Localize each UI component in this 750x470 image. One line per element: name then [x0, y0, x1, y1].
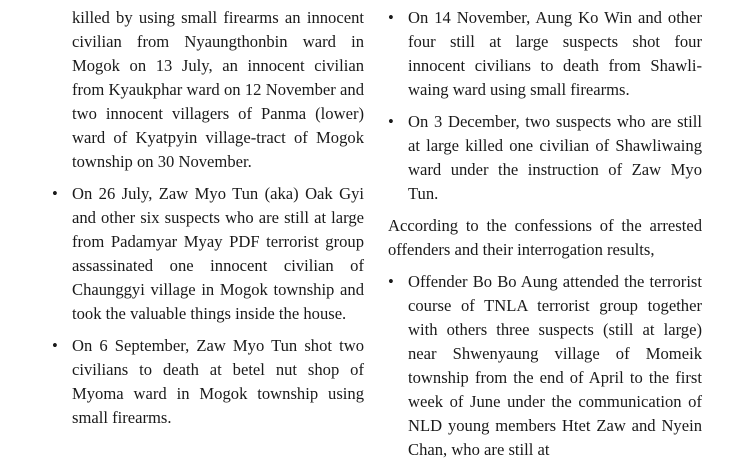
- list-item: [52, 6, 364, 174]
- bullet-icon: •: [52, 184, 58, 203]
- continued-item-text: killed by using small firearms an innocent civilian from Nyaungthonbin ward in Mogok on 13 July, an innocent civilian from Kyaukphar ward on 12 November and two innocent villagers of Panma (lower) ward of Kyatpyin village-tract of Mogok township on 30 November.: [72, 8, 364, 171]
- list-item-text: On 14 November, Aung Ko Win and other four still at large suspects shot four innocent civilians to death from Shawliwaing ward using small firearms.: [408, 8, 702, 99]
- right-bullet-list-top: [388, 6, 702, 206]
- list-item: [52, 182, 364, 326]
- bullet-icon: •: [52, 336, 58, 355]
- list-item: [388, 270, 702, 462]
- bullet-icon: •: [388, 8, 394, 27]
- list-item-text: On 3 December, two suspects who are still at large killed one civilian of Shawliwaing ward under the instruction of Zaw Myo Tun.: [408, 112, 702, 203]
- left-column: [52, 6, 364, 438]
- bullet-icon: •: [388, 272, 394, 291]
- list-item-text: On 26 July, Zaw Myo Tun (aka) Oak Gyi and other six suspects who are still at large from Padamyar Myay PDF terrorist group assassinated one innocent civilian of Chaunggyi village in Mogok township and took the valuable things inside the house.: [72, 184, 364, 323]
- list-item: [388, 6, 702, 102]
- left-bullet-list: [52, 6, 364, 430]
- list-item: [52, 334, 364, 430]
- bullet-icon: •: [388, 112, 394, 131]
- list-item-text: Offender Bo Bo Aung attended the terrorist course of TNLA terrorist group together with others three suspects (still at large) near Shwenyaung village of Momeik township from the end of April to the first week of June under the communication of NLD young members Htet Zaw and Nyein Chan, who are still at: [408, 272, 702, 459]
- list-item-text: On 6 September, Zaw Myo Tun shot two civilians to death at betel nut shop of Myoma ward in Mogok township using small firearms.: [72, 336, 364, 427]
- body-paragraph: According to the confessions of the arrested offenders and their interrogation results,: [388, 216, 702, 259]
- list-item: [388, 110, 702, 206]
- right-column: [388, 6, 702, 470]
- right-bullet-list-bottom: [388, 270, 702, 462]
